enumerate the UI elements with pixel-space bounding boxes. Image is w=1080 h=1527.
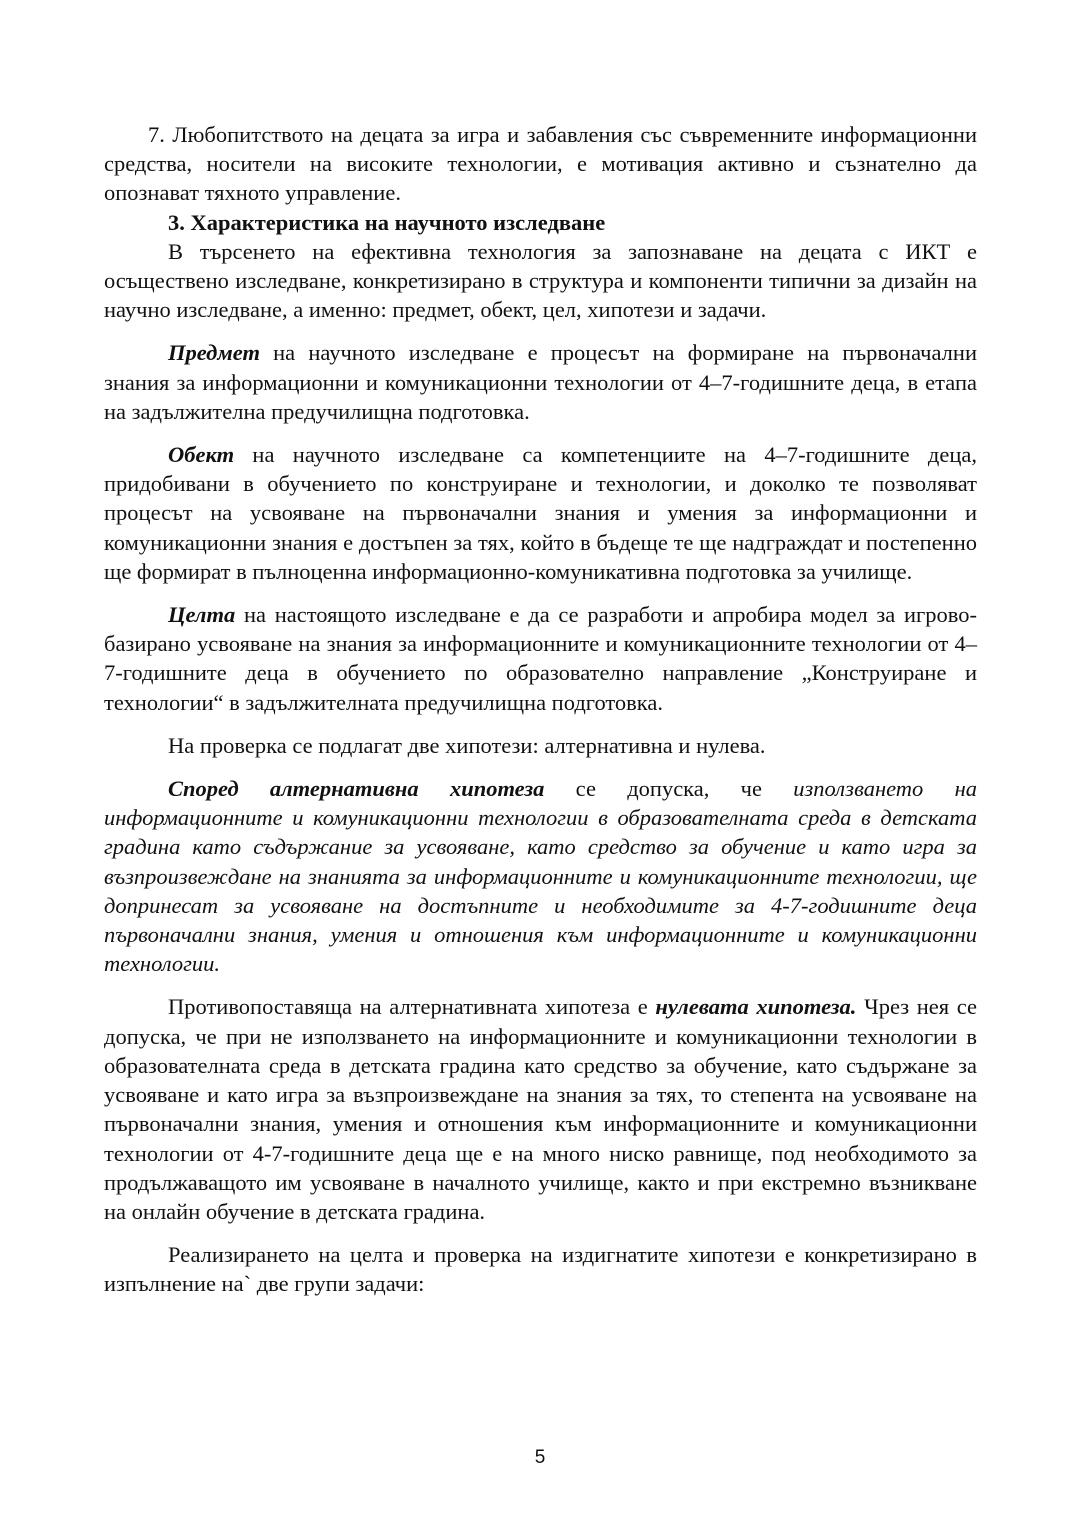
subject-term: Предмет: [168, 340, 260, 366]
subject-paragraph: [104, 338, 977, 426]
object-text: на научното изследване са компетенциите на 4–7-годишните деца, придобивани в обучението по конструиране и технологии, и доколко те позволяват процесът на усвояване на първоначални знания и умения за информационни и комуникационни знания е достъпен за тях, който в бъдеще те ще надграждат и постепенно ще формират в пълноценна информационно-комуникативна подготовка за училище.: [104, 442, 977, 584]
goal-term: Целта: [168, 602, 236, 628]
alternative-hypothesis-text: използването на информационните и комуникационни технологии в образователната среда в детската градина като съдържание за усвояване, като средство за обучение и като игра за възпроизвеждане на знанията за информационните и комуникационните технологии, ще допринесат за усвояване на достъпните и необходимите за 4-7-годишните деца първоначални знания, умения и отношения към информационните и комуникационни технологии.: [104, 776, 977, 977]
alternative-hypothesis-term: Според алтернативна хипотеза: [168, 776, 545, 802]
page-body: [104, 120, 977, 1299]
alternative-hypothesis-paragraph: [104, 774, 977, 978]
intro-paragraph: В търсенето на ефективна технология за запознаване на децата с ИКТ е осъществено изследване, конкретизирано в структура и компоненти типични за дизайн на научно изследване, а именно: предмет, обект, цел, хипотези и задачи.: [104, 238, 977, 323]
tasks-intro: Реализирането на целта и проверка на издигнатите хипотези е конкретизирано в изпълнение на` две групи задачи:: [104, 1242, 977, 1297]
object-term: Обект: [168, 442, 235, 468]
goal-paragraph: [104, 600, 977, 717]
null-hypothesis-paragraph: [104, 992, 977, 1226]
page-number: 5: [534, 1447, 546, 1468]
subject-text: на научното изследване е процесът на формиране на първоначални знания за информационни и комуникационни технологии от 4–7-годишните деца, в етапа на задължителна предучилищна подготовка.: [104, 340, 977, 424]
section-heading: 3. Характеристика на научното изследване: [168, 209, 606, 235]
null-hypothesis-lead: Противопоставяща на алтернативната хипотеза е: [168, 994, 656, 1020]
alternative-hypothesis-connector: се допуска, че: [544, 776, 794, 802]
object-paragraph: [104, 440, 977, 586]
hypotheses-intro: На проверка се подлагат две хипотези: алтернативна и нулева.: [168, 732, 766, 758]
null-hypothesis-term: нулевата хипотеза.: [655, 994, 857, 1020]
list-item-7: 7. Любопитството на децата за игра и забавления със съвременните информационни средства, носители на високите технологии, е мотивация активно и съзнателно да опознават тяхното управление.: [104, 122, 977, 206]
null-hypothesis-text: Чрез нея се допуска, че при не използването на информационните и комуникационни технологии в образователната среда в детската градина като средство за обучение, като съдържане за усвояване и като игра за възпроизвеждане на знания за тях, то степента на усвояване на първоначални знания, умения и отношения към информационните и комуникационни технологии от 4-7-годишните деца ще е на много ниско равнище, под необходимото за продължаващото им усвояване в началното училище, както и при екстремно възникване на онлайн обучение в детската градина.: [104, 994, 978, 1224]
goal-text: на настоящото изследване е да се разработи и апробира модел за игрово-базирано усвояване на знания за информационните и комуникационните технологии от 4–7-годишните деца в обучението по образователно направление „Конструиране и технологии“ в задължителната предучилищна подготовка.: [104, 602, 977, 715]
